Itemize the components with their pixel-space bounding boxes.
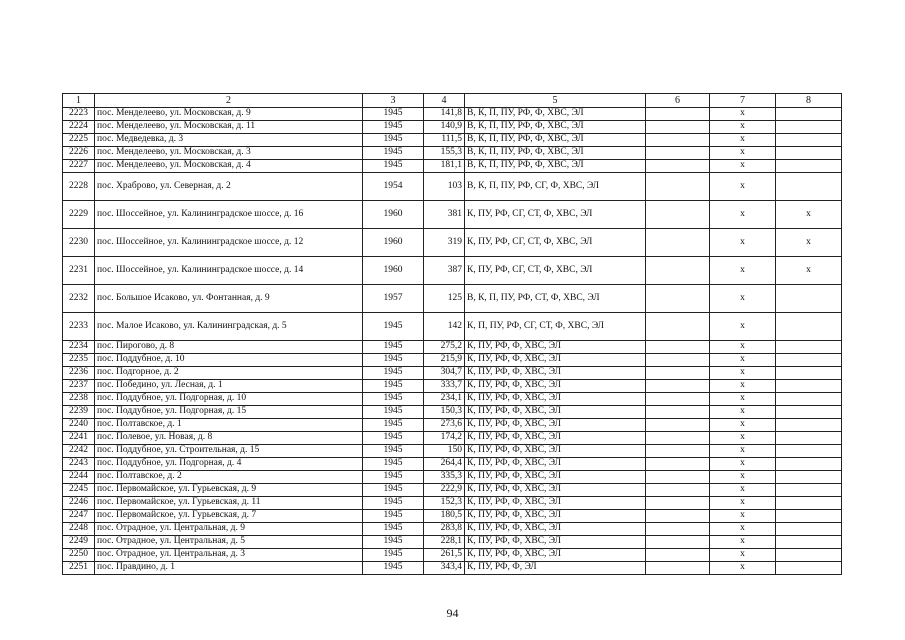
column-8-mark-cell: x [776,201,842,229]
area-cell: 275,2 [424,341,465,354]
column-7-mark-cell: x [710,510,776,523]
year-cell: 1945 [363,445,424,458]
row-number-cell: 2232 [63,285,95,313]
works-list-cell: К, ПУ, РФ, Ф, ХВС, ЭЛ [465,406,646,419]
year-cell: 1945 [363,354,424,367]
column-8-mark-cell [776,173,842,201]
works-list-cell: К, ПУ, РФ, Ф, ХВС, ЭЛ [465,484,646,497]
works-list-cell: К, ПУ, РФ, Ф, ХВС, ЭЛ [465,471,646,484]
column-7-mark-cell: x [710,341,776,354]
column-7-mark-cell: x [710,393,776,406]
column-8-mark-cell [776,121,842,134]
address-cell: пос. Менделеево, ул. Московская, д. 3 [95,147,363,160]
column-7-mark-cell: x [710,313,776,341]
table-row [63,147,842,160]
table-row [63,108,842,121]
area-cell: 304,7 [424,367,465,380]
area-cell: 140,9 [424,121,465,134]
works-list-cell: К, ПУ, РФ, СГ, СТ, Ф, ХВС, ЭЛ [465,257,646,285]
column-6-cell [646,147,710,160]
address-cell: пос. Менделеево, ул. Московская, д. 4 [95,160,363,173]
column-8-mark-cell [776,313,842,341]
address-cell: пос. Поддубное, ул. Строительная, д. 15 [95,445,363,458]
row-number-cell: 2233 [63,313,95,341]
column-8-mark-cell [776,285,842,313]
column-6-cell [646,419,710,432]
row-number-cell: 2231 [63,257,95,285]
column-6-cell [646,121,710,134]
column-6-cell [646,341,710,354]
area-cell: 333,7 [424,380,465,393]
address-cell: пос. Правдино, д. 1 [95,562,363,575]
row-number-cell: 2243 [63,458,95,471]
column-6-cell [646,549,710,562]
column-6-cell [646,471,710,484]
address-cell: пос. Отрадное, ул. Центральная, д. 9 [95,523,363,536]
table-row [63,458,842,471]
address-cell: пос. Менделеево, ул. Московская, д. 11 [95,121,363,134]
year-cell: 1945 [363,380,424,393]
row-number-cell: 2249 [63,536,95,549]
area-cell: 381 [424,201,465,229]
row-number-cell: 2237 [63,380,95,393]
year-cell: 1960 [363,257,424,285]
area-cell: 215,9 [424,354,465,367]
address-cell: пос. Большое Исаково, ул. Фонтанная, д. 9 [95,285,363,313]
row-number-cell: 2230 [63,229,95,257]
column-8-mark-cell: x [776,257,842,285]
header-cell-6: 6 [646,94,710,108]
area-cell: 125 [424,285,465,313]
year-cell: 1945 [363,562,424,575]
address-cell: пос. Малое Исаково, ул. Калининградская, д. 5 [95,313,363,341]
year-cell: 1945 [363,523,424,536]
area-cell: 387 [424,257,465,285]
row-number-cell: 2244 [63,471,95,484]
column-7-mark-cell: x [710,562,776,575]
table-row [63,341,842,354]
column-7-mark-cell: x [710,380,776,393]
column-6-cell [646,201,710,229]
year-cell: 1945 [363,313,424,341]
column-6-cell [646,458,710,471]
column-6-cell [646,354,710,367]
year-cell: 1945 [363,393,424,406]
year-cell: 1960 [363,229,424,257]
area-cell: 111,5 [424,134,465,147]
area-cell: 343,4 [424,562,465,575]
address-cell: пос. Поддубное, ул. Подгорная, д. 10 [95,393,363,406]
column-7-mark-cell: x [710,229,776,257]
column-8-mark-cell [776,419,842,432]
column-8-mark-cell [776,536,842,549]
works-list-cell: К, ПУ, РФ, Ф, ХВС, ЭЛ [465,536,646,549]
table-row [63,562,842,575]
works-list-cell: К, ПУ, РФ, Ф, ЭЛ [465,562,646,575]
column-6-cell [646,510,710,523]
column-8-mark-cell [776,562,842,575]
area-cell: 261,5 [424,549,465,562]
address-cell: пос. Полтавское, д. 2 [95,471,363,484]
column-6-cell [646,536,710,549]
table-row [63,173,842,201]
column-7-mark-cell: x [710,523,776,536]
year-cell: 1945 [363,134,424,147]
address-cell: пос. Победино, ул. Лесная, д. 1 [95,380,363,393]
works-list-cell: В, К, П, ПУ, РФ, Ф, ХВС, ЭЛ [465,147,646,160]
works-list-cell: К, ПУ, РФ, Ф, ХВС, ЭЛ [465,458,646,471]
header-cell-7: 7 [710,94,776,108]
table-row [63,419,842,432]
address-cell: пос. Менделеево, ул. Московская, д. 9 [95,108,363,121]
table-row [63,471,842,484]
column-7-mark-cell: x [710,497,776,510]
year-cell: 1960 [363,201,424,229]
column-6-cell [646,313,710,341]
works-list-cell: К, ПУ, РФ, Ф, ХВС, ЭЛ [465,549,646,562]
table-row [63,257,842,285]
column-7-mark-cell: x [710,484,776,497]
column-6-cell [646,173,710,201]
column-8-mark-cell [776,406,842,419]
header-cell-2: 2 [95,94,363,108]
column-8-mark-cell [776,497,842,510]
column-6-cell [646,523,710,536]
works-list-cell: К, ПУ, РФ, Ф, ХВС, ЭЛ [465,341,646,354]
header-cell-8: 8 [776,94,842,108]
table-row [63,160,842,173]
table-row [63,510,842,523]
header-cell-5: 5 [465,94,646,108]
address-cell: пос. Полтавское, д. 1 [95,419,363,432]
column-8-mark-cell [776,510,842,523]
column-7-mark-cell: x [710,173,776,201]
row-number-cell: 2241 [63,432,95,445]
column-8-mark-cell [776,393,842,406]
column-7-mark-cell: x [710,147,776,160]
area-cell: 152,3 [424,497,465,510]
column-6-cell [646,229,710,257]
address-cell: пос. Шоссейное, ул. Калининградское шоссе, д. 12 [95,229,363,257]
area-cell: 273,6 [424,419,465,432]
year-cell: 1945 [363,108,424,121]
column-8-mark-cell [776,458,842,471]
column-6-cell [646,393,710,406]
table-row [63,484,842,497]
header-cell-4: 4 [424,94,465,108]
column-8-mark-cell [776,108,842,121]
area-cell: 150 [424,445,465,458]
column-7-mark-cell: x [710,445,776,458]
row-number-cell: 2239 [63,406,95,419]
row-number-cell: 2228 [63,173,95,201]
area-cell: 335,3 [424,471,465,484]
table-row [63,432,842,445]
column-7-mark-cell: x [710,419,776,432]
row-number-cell: 2247 [63,510,95,523]
area-cell: 103 [424,173,465,201]
works-list-cell: К, ПУ, РФ, СГ, СТ, Ф, ХВС, ЭЛ [465,201,646,229]
column-8-mark-cell [776,341,842,354]
column-6-cell [646,432,710,445]
works-list-cell: К, ПУ, РФ, Ф, ХВС, ЭЛ [465,510,646,523]
column-8-mark-cell [776,160,842,173]
works-list-cell: В, К, П, ПУ, РФ, Ф, ХВС, ЭЛ [465,121,646,134]
column-6-cell [646,380,710,393]
area-cell: 181,1 [424,160,465,173]
address-cell: пос. Храброво, ул. Северная, д. 2 [95,173,363,201]
column-7-mark-cell: x [710,406,776,419]
column-7-mark-cell: x [710,108,776,121]
table-header-row [63,94,842,108]
year-cell: 1954 [363,173,424,201]
year-cell: 1945 [363,406,424,419]
table-row [63,497,842,510]
row-number-cell: 2242 [63,445,95,458]
column-7-mark-cell: x [710,285,776,313]
column-6-cell [646,406,710,419]
column-8-mark-cell [776,484,842,497]
year-cell: 1945 [363,432,424,445]
address-cell: пос. Подгорное, д. 2 [95,367,363,380]
works-list-cell: К, ПУ, РФ, Ф, ХВС, ЭЛ [465,380,646,393]
header-cell-1: 1 [63,94,95,108]
address-cell: пос. Первомайское, ул. Гурьевская, д. 11 [95,497,363,510]
column-8-mark-cell [776,367,842,380]
row-number-cell: 2251 [63,562,95,575]
page-number: 94 [446,606,459,620]
address-cell: пос. Шоссейное, ул. Калининградское шоссе, д. 16 [95,201,363,229]
area-cell: 264,4 [424,458,465,471]
row-number-cell: 2250 [63,549,95,562]
column-6-cell [646,108,710,121]
year-cell: 1945 [363,367,424,380]
column-7-mark-cell: x [710,432,776,445]
year-cell: 1945 [363,121,424,134]
year-cell: 1945 [363,484,424,497]
column-8-mark-cell: x [776,229,842,257]
column-6-cell [646,160,710,173]
column-7-mark-cell: x [710,160,776,173]
works-list-cell: К, ПУ, РФ, Ф, ХВС, ЭЛ [465,523,646,536]
works-list-cell: К, П, ПУ, РФ, СГ, СТ, Ф, ХВС, ЭЛ [465,313,646,341]
works-list-cell: К, ПУ, РФ, Ф, ХВС, ЭЛ [465,419,646,432]
column-6-cell [646,257,710,285]
year-cell: 1945 [363,510,424,523]
column-7-mark-cell: x [710,354,776,367]
address-cell: пос. Отрадное, ул. Центральная, д. 3 [95,549,363,562]
column-6-cell [646,484,710,497]
year-cell: 1945 [363,458,424,471]
area-cell: 141,8 [424,108,465,121]
table-row [63,536,842,549]
year-cell: 1945 [363,471,424,484]
area-cell: 222,9 [424,484,465,497]
works-list-cell: К, ПУ, РФ, Ф, ХВС, ЭЛ [465,393,646,406]
year-cell: 1945 [363,160,424,173]
column-8-mark-cell [776,134,842,147]
table-row [63,201,842,229]
works-list-cell: К, ПУ, РФ, СГ, СТ, Ф, ХВС, ЭЛ [465,229,646,257]
column-8-mark-cell [776,147,842,160]
row-number-cell: 2246 [63,497,95,510]
table-row [63,445,842,458]
row-number-cell: 2240 [63,419,95,432]
works-list-cell: К, ПУ, РФ, Ф, ХВС, ЭЛ [465,497,646,510]
column-7-mark-cell: x [710,536,776,549]
row-number-cell: 2229 [63,201,95,229]
table-row [63,380,842,393]
address-cell: пос. Полевое, ул. Новая, д. 8 [95,432,363,445]
column-8-mark-cell [776,380,842,393]
row-number-cell: 2226 [63,147,95,160]
table-row [63,285,842,313]
row-number-cell: 2245 [63,484,95,497]
address-cell: пос. Отрадное, ул. Центральная, д. 5 [95,536,363,549]
column-7-mark-cell: x [710,549,776,562]
column-6-cell [646,562,710,575]
address-cell: пос. Первомайское, ул. Гурьевская, д. 9 [95,484,363,497]
area-cell: 142 [424,313,465,341]
area-cell: 283,8 [424,523,465,536]
works-list-cell: В, К, П, ПУ, РФ, Ф, ХВС, ЭЛ [465,134,646,147]
column-7-mark-cell: x [710,471,776,484]
works-list-cell: В, К, П, ПУ, РФ, Ф, ХВС, ЭЛ [465,108,646,121]
column-6-cell [646,445,710,458]
row-number-cell: 2225 [63,134,95,147]
table-row [63,393,842,406]
column-8-mark-cell [776,354,842,367]
address-cell: пос. Пирогово, д. 8 [95,341,363,354]
table-row [63,354,842,367]
address-cell: пос. Первомайское, ул. Гурьевская, д. 7 [95,510,363,523]
works-list-cell: К, ПУ, РФ, Ф, ХВС, ЭЛ [465,354,646,367]
address-cell: пос. Медведевка, д. 3 [95,134,363,147]
works-list-cell: В, К, П, ПУ, РФ, СТ, Ф, ХВС, ЭЛ [465,285,646,313]
table-row [63,549,842,562]
table-body [63,94,842,575]
row-number-cell: 2224 [63,121,95,134]
address-cell: пос. Шоссейное, ул. Калининградское шоссе, д. 14 [95,257,363,285]
table-row [63,134,842,147]
address-cell: пос. Поддубное, ул. Подгорная, д. 15 [95,406,363,419]
column-7-mark-cell: x [710,257,776,285]
row-number-cell: 2234 [63,341,95,354]
registry-table [62,93,842,575]
row-number-cell: 2235 [63,354,95,367]
column-8-mark-cell [776,471,842,484]
column-6-cell [646,134,710,147]
address-cell: пос. Поддубное, д. 10 [95,354,363,367]
table-row [63,367,842,380]
year-cell: 1945 [363,497,424,510]
column-7-mark-cell: x [710,201,776,229]
year-cell: 1945 [363,147,424,160]
table-row [63,121,842,134]
year-cell: 1945 [363,549,424,562]
area-cell: 234,1 [424,393,465,406]
area-cell: 180,5 [424,510,465,523]
table-row [63,406,842,419]
works-list-cell: К, ПУ, РФ, Ф, ХВС, ЭЛ [465,432,646,445]
column-6-cell [646,497,710,510]
table-row [63,229,842,257]
table-row [63,313,842,341]
area-cell: 319 [424,229,465,257]
column-7-mark-cell: x [710,367,776,380]
row-number-cell: 2227 [63,160,95,173]
row-number-cell: 2223 [63,108,95,121]
row-number-cell: 2248 [63,523,95,536]
address-cell: пос. Поддубное, ул. Подгорная, д. 4 [95,458,363,471]
column-8-mark-cell [776,549,842,562]
year-cell: 1945 [363,341,424,354]
year-cell: 1945 [363,419,424,432]
area-cell: 150,3 [424,406,465,419]
area-cell: 155,3 [424,147,465,160]
row-number-cell: 2238 [63,393,95,406]
row-number-cell: 2236 [63,367,95,380]
year-cell: 1945 [363,536,424,549]
works-list-cell: К, ПУ, РФ, Ф, ХВС, ЭЛ [465,367,646,380]
area-cell: 174,2 [424,432,465,445]
column-7-mark-cell: x [710,458,776,471]
column-7-mark-cell: x [710,121,776,134]
column-7-mark-cell: x [710,134,776,147]
area-cell: 228,1 [424,536,465,549]
column-6-cell [646,285,710,313]
works-list-cell: В, К, П, ПУ, РФ, СГ, Ф, ХВС, ЭЛ [465,173,646,201]
column-8-mark-cell [776,523,842,536]
column-8-mark-cell [776,432,842,445]
column-8-mark-cell [776,445,842,458]
table-row [63,523,842,536]
year-cell: 1957 [363,285,424,313]
header-cell-3: 3 [363,94,424,108]
works-list-cell: В, К, П, ПУ, РФ, Ф, ХВС, ЭЛ [465,160,646,173]
works-list-cell: К, ПУ, РФ, Ф, ХВС, ЭЛ [465,445,646,458]
column-6-cell [646,367,710,380]
